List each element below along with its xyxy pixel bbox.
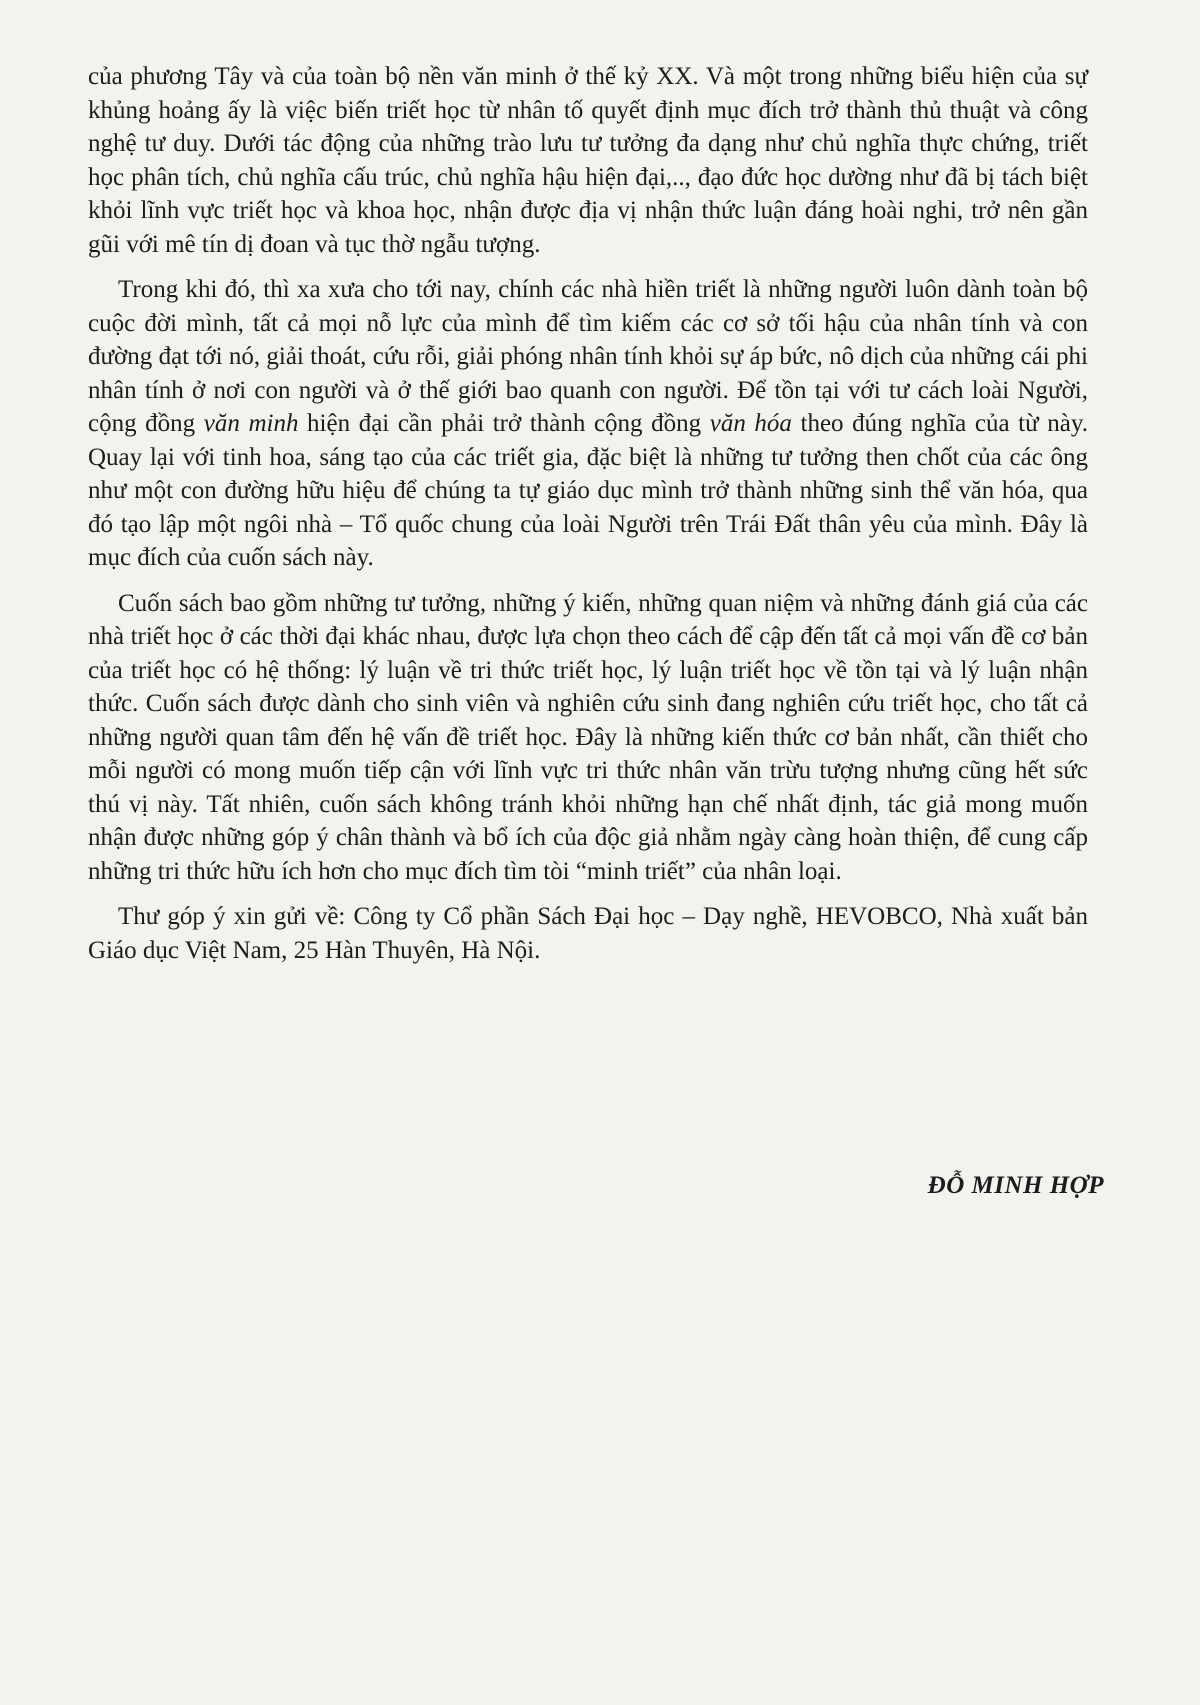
paragraph-1 (88, 60, 1088, 261)
paragraph-2 (88, 273, 1088, 575)
paragraph-2-italic-van-hoa: văn hóa (709, 410, 792, 437)
paragraph-4-text: Thư góp ý xin gửi về: Công ty Cổ phần Sách Đại học – Dạy nghề, HEVOBCO, Nhà xuất bản Giáo dục Việt Nam, 25 Hàn Thuyên, Hà Nội. (88, 903, 1088, 964)
paragraph-2-text-a: Trong khi đó, thì xa xưa cho tới nay, chính các nhà hiền triết là những người luôn dành toàn bộ cuộc đời mình, tất cả mọi nỗ lực của mình để tìm kiếm các cơ sở tối hậu của nhân tính và con đường đạt tới nó, giải thoát, cứu rỗi, giải phóng nhân tính khỏi sự áp bức, nô dịch của những cái phi nhân tính ở nơi con người và ở thế giới bao quanh con người. Để tồn tại với tư cách loài Người, cộng đồng (88, 276, 1088, 437)
paragraph-2-text-b: hiện đại cần phải trở thành cộng đồng (298, 410, 710, 437)
paragraph-3 (88, 587, 1088, 889)
author-signature: ĐỖ MINH HỢP (927, 1172, 1104, 1199)
paragraph-1-text: của phương Tây và của toàn bộ nền văn minh ở thế kỷ XX. Và một trong những biểu hiện của sự khủng hoảng ấy là việc biến triết học từ nhân tố quyết định mục đích trở thành thủ thuật và công nghệ tư duy. Dưới tác động của những trào lưu tư tưởng đa dạng như chủ nghĩa thực chứng, triết học phân tích, chủ nghĩa cấu trúc, chủ nghĩa hậu hiện đại,.., đạo đức học dường như đã bị tách biệt khỏi lĩnh vực triết học và khoa học, nhận được địa vị nhận thức luận đáng hoài nghi, trở nên gần gũi với mê tín dị đoan và tục thờ ngẫu tượng. (88, 63, 1088, 258)
paragraph-2-text-c: theo đúng nghĩa của từ này. Quay lại với tinh hoa, sáng tạo của các triết gia, đặc biệt là những tư tưởng then chốt của các ông như một con đường hữu hiệu để chúng ta tự giáo dục mình trở thành những sinh thể văn hóa, qua đó tạo lập một ngôi nhà – Tổ quốc chung của loài Người trên Trái Đất thân yêu của mình. Đây là mục đích của cuốn sách này. (88, 410, 1088, 571)
paragraph-4 (88, 900, 1088, 967)
page-body-text (88, 60, 1088, 979)
paragraph-2-italic-van-minh: văn minh (203, 410, 299, 437)
paragraph-3-text: Cuốn sách bao gồm những tư tưởng, những ý kiến, những quan niệm và những đánh giá của các nhà triết học ở các thời đại khác nhau, được lựa chọn theo cách để cập đến tất cả mọi vấn đề cơ bản của triết học có hệ thống: lý luận về tri thức triết học, lý luận triết học về tồn tại và lý luận nhận thức. Cuốn sách được dành cho sinh viên và nghiên cứu sinh đang nghiên cứu triết học, cho tất cả những người quan tâm đến hệ vấn đề triết học. Đây là những kiến thức cơ bản nhất, cần thiết cho mỗi người có mong muốn tiếp cận với lĩnh vực tri thức nhân văn trừu tượng nhưng cũng hết sức thú vị này. Tất nhiên, cuốn sách không tránh khỏi những hạn chế nhất định, tác giả mong muốn nhận được những góp ý chân thành và bổ ích của độc giả nhằm ngày càng hoàn thiện, để cung cấp những tri thức hữu ích hơn cho mục đích tìm tòi “minh triết” của nhân loại. (88, 589, 1088, 885)
